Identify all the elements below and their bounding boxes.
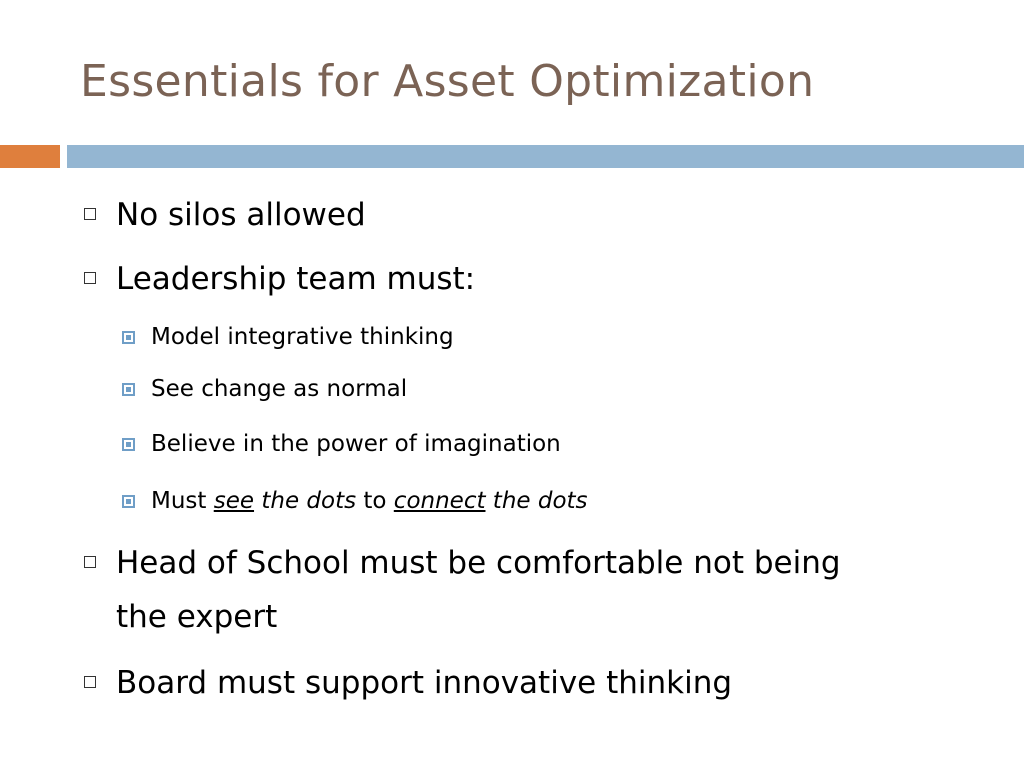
bullet-text: No silos allowed	[116, 197, 366, 233]
bullet-text: Head of School must be comfortable not being	[116, 545, 841, 581]
text-the-dots-italic: the dots	[254, 488, 357, 514]
title-rule-blue	[67, 145, 1024, 168]
bullet-text-continuation: the expert	[116, 599, 278, 635]
text-see-underlined: see	[213, 488, 255, 514]
text-to: to	[356, 488, 394, 514]
filled-square-bullet-icon	[122, 495, 135, 508]
title-rule-orange	[0, 145, 60, 168]
sub-bullet-text: See change as normal	[151, 376, 408, 402]
filled-square-bullet-icon	[122, 383, 135, 396]
text-connect-underlined: connect	[393, 488, 486, 514]
text-the-dots-italic: the dots	[485, 488, 588, 514]
bullet-text: Board must support innovative thinking	[116, 665, 733, 701]
square-bullet-icon	[84, 272, 96, 284]
sub-bullet-text: Model integrative thinking	[151, 324, 454, 350]
sub-bullet-text: Believe in the power of imagination	[151, 431, 561, 457]
square-bullet-icon	[84, 208, 96, 220]
slide-title: Essentials for Asset Optimization	[80, 56, 815, 107]
filled-square-bullet-icon	[122, 331, 135, 344]
square-bullet-icon	[84, 556, 96, 568]
sub-bullet-text	[151, 484, 588, 518]
filled-square-bullet-icon	[122, 438, 135, 451]
square-bullet-icon	[84, 676, 96, 688]
text-must: Must	[151, 488, 214, 514]
bullet-text: Leadership team must:	[116, 261, 476, 297]
